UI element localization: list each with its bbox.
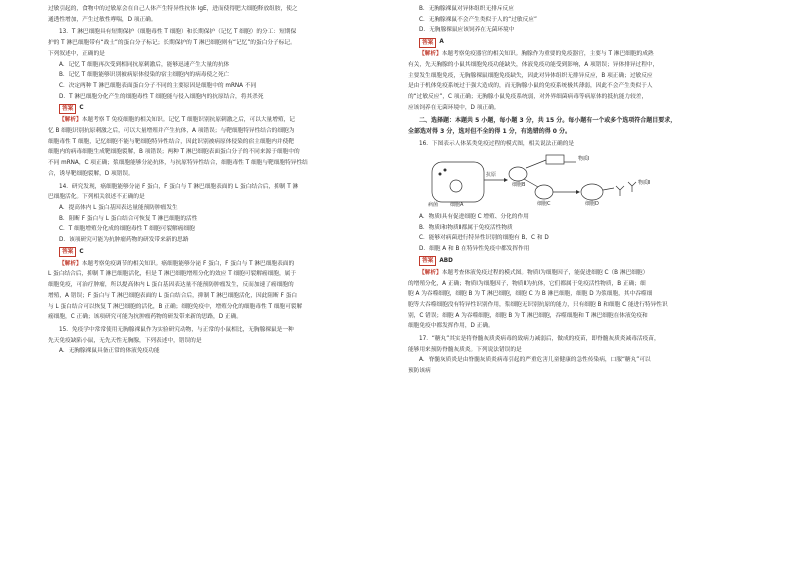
question-15-stem: 先天免疫缺陷小鼠，无先天性无胸腺，下列表述中，错误的是 [48,337,202,344]
analysis-tag: 【解析】 [419,51,442,58]
analysis-line: 【解析】本题考察免疫器官的相关知识。胸腺作为重要的免疫器官，主要与 T 淋巴细胞的成熟 [419,51,654,58]
answer-row [59,102,400,115]
answer-row [419,36,760,49]
analysis-line: 细胞毒性 T 细胞，记忆细胞不能与靶细胞特异性结合，因此识别被病原体侵染的宿主细胞内并使靶 [48,138,294,145]
intro-line: 过敏引起的，食物中的过敏原会在自己人体产生特异性抗体 IgE，进而使得肥大细胞释放组胺，使之 [48,6,298,12]
answer-tag: 答案 [59,247,76,257]
analysis-line: L 蛋白结合后，抑制 T 淋巴细胞活化，但是 T 淋巴细胞增殖分化的效应 T 细胞可裂解癌细胞，属于 [48,271,297,278]
answer-row [59,246,400,259]
label-cell-d: 细胞D [585,201,599,208]
question-15-stem: 15．免疫学中常常使用无胸腺裸鼠作为实验研究动物，与正常的小鼠相比，无胸腺裸鼠是一种 [59,326,294,333]
answer-value: C [79,105,84,112]
option-a: A．物质Ⅰ具有促进细胞 C 增殖、分化的作用 [419,214,529,221]
antibody-shape [616,186,624,196]
answer-value: C [79,248,84,255]
analysis-line: 应该饲养在无菌环境中，D 项正确。 [408,104,500,111]
option-a: A．记忆 T 细胞再次受到相同抗原刺激后，能够迅速产生大量的抗体 [59,61,230,68]
analysis-tag: 【解析】 [419,269,442,276]
left-column [48,4,400,357]
arrow-b-to-c [524,179,538,187]
section-heading: 全部选对得 3 分，选对但不全的得 1 分，有选错的得 0 分。 [408,128,572,136]
intro-line: 通透性增加，产生过敏性哮喘，D 项正确。 [48,16,157,23]
pathogen-dot [439,173,442,176]
option-c: C．T 细胞增殖分化成的细胞毒性 T 细胞可裂解癌细胞 [59,226,195,233]
option-a: A．提高体内 L 蛋白基因表达量能预防肿瘤发生 [59,204,178,211]
answer-row [419,255,760,268]
label-pathogen: 病菌 [428,202,439,209]
substance-box [546,155,564,164]
analysis-line: 有关，先天胸腺的小鼠其细胞免疫功能缺失，体液免疫功能受到影响，A 项错误；异体排异过程中， [408,61,659,68]
question-16-stem: 16．下图表示人体某类免疫过程的模式图，相关说法正确的是 [419,141,575,148]
answer-value: A [439,39,444,46]
analysis-line: 忆 B 细胞识别抗原刺激之后，可以大量增殖并产生抗体，A 项错误；与靶细胞特异性结合的细胞为 [48,128,295,135]
analysis-line: 的增殖分化，A 正确；物质Ⅰ为细胞因子，物质Ⅱ为抗体，它们都属于免疫活性物质，B 正确；细 [408,280,646,287]
analysis-line: 细胞免疫中都发挥作用，D 正确。 [408,323,494,330]
cell-d-shape [581,184,603,200]
analysis-line: 胞 A 为吞噬细胞，细胞 B 为 T 淋巴细胞，细胞 C 为 B 淋巴细胞，细胞 D 为浆细胞，其中吞噬细 [408,291,653,298]
pathogen-dot [444,169,447,172]
question-13-stem: 护的 T 淋巴细胞带有“战士”的蛋白分子标记；长期保护的 T 淋巴细胞则有“记忆”的蛋白分子标记。 [48,40,296,47]
analysis-line: 细胞免疫，可治疗肿瘤，所以提高体内 L 蛋白基因表达量不能预防肿瘤发生，反而加速了癌细胞的 [48,282,294,289]
option-d: D．细胞 A 和 B 在特异性免疫中都发挥作用 [419,246,530,253]
label-cell-b: 细胞B [512,182,526,189]
option-a: A．脊髓灰质炎是由脊髓灰质炎病毒引起的严重危害儿童健康的急性传染病，口服“糖丸”可以 [419,357,651,364]
label-substance-2: 物质Ⅱ [638,180,651,187]
option-d: D．该项研究可能为抗肿瘤药物的研发带来新的思路 [59,237,189,244]
analysis-tag: 【解析】 [59,260,82,267]
question-13-stem: 下列叙述中，正确的是 [48,50,105,57]
option-c: C．决定两种 T 淋巴细胞表面蛋白分子不同的主要原因是细胞中的 mRNA 不同 [59,82,257,89]
label-cell-a: 细胞A [450,202,464,209]
answer-tag: 答案 [419,256,436,266]
analysis-line: 别，C 错误；细胞 A 为吞噬细胞，细胞 B 为 T 淋巴细胞，吞噬细胞和 T 淋巴细胞在体液免疫和 [408,312,648,319]
question-13-stem: 13．T 淋巴细胞具有短期保护（细胞毒性 T 细胞）和长期保护（记忆 T 细胞）的分工：短期保 [59,29,297,36]
analysis-tag: 【解析】 [59,117,82,124]
cell-a-nucleus [450,180,462,192]
option-d: D．无胸腺裸鼠应该饲养在无菌环境中 [419,27,515,34]
analysis-line: 不同 mRNA，C 项正确；浆细胞能够分泌抗体，与抗原特异性结合，细胞毒性 T 细胞与靶细胞特异性结 [48,160,308,167]
answer-tag: 答案 [59,104,76,114]
option-b: B．记忆 T 细胞能够识别被病原体侵染的宿主细胞内的病毒使之死亡 [59,72,230,79]
antibody-shape [628,182,636,192]
analysis-line: 主要发生细胞免疫，无胸腺裸鼠细胞免疫缺失，因此对异体组织无排异反应，B 项正确；过敏反应 [408,72,653,79]
arrow-head [576,190,580,194]
analysis-line: 增殖，A 错误；F 蛋白与 T 淋巴细胞表面的 L 蛋白结合后，抑制 T 淋巴细胞活化，因此阻断 F 蛋白 [48,292,298,299]
answer-tag: 答案 [419,38,436,48]
label-cell-c: 细胞C [537,201,551,208]
immune-process-diagram [426,152,686,210]
option-c: C．无胸腺裸鼠不会产生类似于人的“过敏反应” [419,16,537,23]
analysis-line: 与 L 蛋白结合可以恢复 T 淋巴细胞的活化，B 正确；细胞免疫中，增殖分化的细胞毒性 T 细胞可裂解 [48,303,303,310]
arrow-head [504,178,508,182]
analysis-line: 细胞内的病毒细胞生成靶细胞裂解，B 项错误；两种 T 淋巴细胞表面蛋白分子的不同来源于细胞中的 [48,149,300,156]
analysis-line: 的“过敏反应”，C 项正确；无胸腺小鼠免疫系统弱，对外界细菌病毒等病原体的抵抗能力较差， [408,93,648,100]
label-substance-1: 物质Ⅰ [578,156,590,163]
analysis-line: 【解析】本题考查体液免疫过程的模式图。物质Ⅰ为细胞因子，能促进细胞 C（B 淋巴细胞） [419,269,649,276]
analysis-line: 癌细胞，C 正确；该项研究可能为抗肿瘤药物的研发带来新的思路，D 正确。 [48,314,242,321]
question-17-stem: 17．“糖丸”其实是将脊髓灰质炎病毒的致病力减弱后，做成的疫苗，即脊髓灰质炎减毒活疫苗， [419,336,660,343]
arrow-d-to-substance [603,188,614,190]
option-a-cont: 预防该病 [408,368,431,375]
analysis-line: 【解析】本题考察 T 免疫细胞的相关知识。记忆 T 细胞识别抗原刺激之后，可以大量增殖，记 [59,117,295,124]
option-d: D．T 淋巴细胞分化产生的细胞毒性 T 细胞能与侵入细胞内的抗原结合，将其杀死 [59,93,264,100]
question-14-stem: 14．研究发现，癌细胞能够分泌 F 蛋白，F 蛋白与 T 淋巴细胞表面的 L 蛋白结合后，抑制 T 淋 [59,183,299,190]
question-14-stem: 巴细胞活化。下列相关叙述不正确的是 [48,194,145,201]
answer-value: ABD [439,257,453,264]
arrow-b-to-substance [526,160,546,168]
right-column [408,4,760,377]
question-17-stem: 能够用来预防脊髓灰质炎。下列说法错误的是 [408,346,522,353]
section-heading: 二、选择题：本题共 5 小题，每小题 3 分，共 15 分。每小题有一个或多个选项符合题目要求， [419,117,677,125]
analysis-line: 胞等大吞噬细胞没有特异性识别作用，浆细胞无识别抗原的能力，只有细胞 B 和细胞 C 能进行特异性识 [408,301,668,308]
analysis-line: 【解析】本题考察免疫调节的相关知识。癌细胞能够分泌 F 蛋白，F 蛋白与 T 淋巴细胞表面的 [59,260,295,267]
cell-a-shape [432,162,484,202]
option-a: A．无胸腺裸鼠具备正常的体液免疫功能 [59,348,160,355]
option-b: B．无胸腺裸鼠对异体组织无排斥反应 [419,6,514,12]
analysis-line: 是由于机体免疫系统过于强大造成的，而无胸腺小鼠的免疫系统极其薄弱，因此不会产生类似于人 [408,83,653,90]
option-b: B．物质Ⅰ和物质Ⅱ都属于免疫活性物质 [419,224,513,231]
option-c: C．能够对病菌进行特异性识别的细胞有 B、C 和 D [419,235,549,242]
option-b: B．阻断 F 蛋白与 L 蛋白结合可恢复 T 淋巴细胞的活性 [59,215,198,222]
analysis-line: 合，诱导靶细胞裂解，D 项错误。 [48,170,134,177]
label-antigen: 抗原 [486,172,497,179]
